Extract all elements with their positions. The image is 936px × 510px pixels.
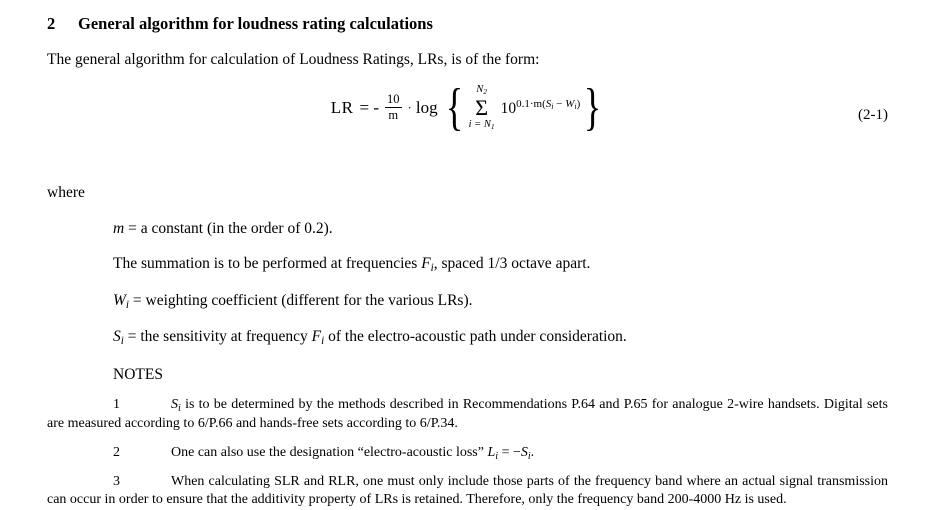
note-number-2: 2 — [113, 444, 120, 460]
note-item-2 — [0, 434, 936, 463]
fraction-denominator: m — [388, 108, 399, 123]
equation-block — [0, 78, 936, 163]
definition-item-s: $S_i$ = the sensitivity at frequency $F_i$ of the electro-acoustic path under consideration. — [113, 328, 627, 348]
power-base: 10 — [500, 99, 517, 117]
note-number-3: 3 — [113, 473, 120, 489]
equation-brace-open: { — [445, 78, 463, 136]
equation-equals: = - — [359, 97, 380, 117]
note-text-3: When calculating SLR and RLR, one must only include those parts of the frequency band where an actual signal transmission can occur in order to ensure that the additivity property of LRs is retained. Therefore, only the frequency band 200-4000 Hz is used. — [47, 473, 888, 508]
notes-label: NOTES — [113, 365, 163, 383]
note-number-1: 1 — [113, 396, 120, 412]
section-title: General algorithm for loudness rating calculations — [78, 14, 433, 33]
where-label: where — [47, 183, 85, 201]
equation-summation — [469, 85, 495, 130]
sigma-icon: Σ — [475, 94, 488, 120]
intro-paragraph: The general algorithm for calculation of Loudness Ratings, LRs, is of the form: — [47, 51, 540, 68]
sum-lower-limit: $i = N_1$ — [468, 118, 495, 131]
equation-log: log — [415, 97, 438, 117]
equation-power-term — [497, 98, 581, 118]
note-item-3 — [0, 463, 936, 510]
equation-brace-close: } — [583, 78, 602, 136]
fraction-numerator: 10 — [387, 91, 400, 106]
equation-lr-label: LR — [330, 97, 354, 117]
power-exponent: 0.1·m(Si − Wi) — [516, 97, 581, 111]
definition-item-summation: The summation is to be performed at frequencies $F_i$, spaced 1/3 octave apart. — [113, 254, 591, 275]
definition-item-w: $W_i$ = weighting coefficient (different for the various LRs). — [113, 291, 473, 311]
section-number: 2 — [47, 14, 56, 33]
note-item-1 — [0, 384, 936, 434]
equation-multiply-dot: · — [407, 99, 412, 115]
note-text-1: $S_i$ is to be determined by the methods described in Recommendations P.64 and P.65 for analogue 2-wire handsets. Digital sets are measured according to 6/P.66 and hands-free sets according to 6/P.34. — [47, 396, 888, 432]
equation-fraction — [385, 93, 402, 122]
section-heading — [0, 0, 936, 34]
definitions-list — [0, 204, 936, 349]
sum-upper-limit: $N_2$ — [476, 83, 487, 97]
equation-formula — [0, 78, 936, 136]
equation-number: (2-1) — [858, 106, 888, 123]
definition-item-m: m = a constant (in the order of 0.2). — [113, 219, 333, 237]
note-text-2: One can also use the designation “electro-acoustic loss” $L_i = -S_i$. — [171, 444, 535, 462]
